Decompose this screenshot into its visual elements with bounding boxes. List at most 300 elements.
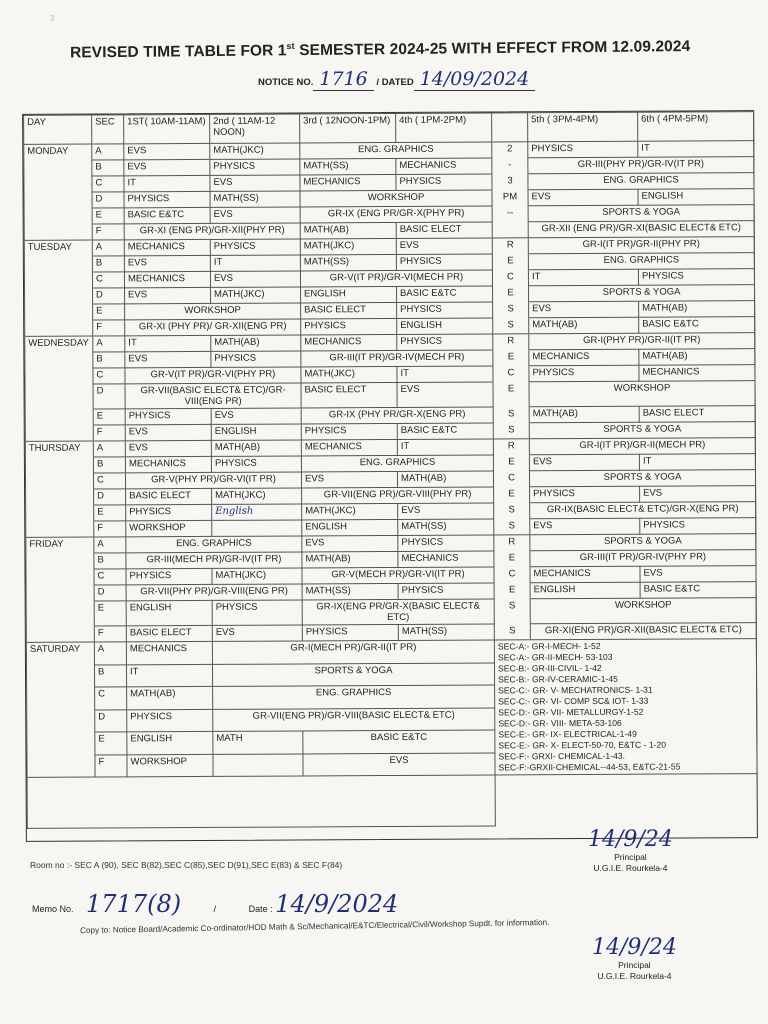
- section-cell: E: [93, 409, 125, 425]
- timetable-cell: ENGLISH: [301, 286, 397, 303]
- timetable-cell: GR-I(PHY PR)/GR-II(IT PR): [529, 333, 755, 350]
- section-cell: D: [92, 192, 124, 208]
- header-sec: SEC: [92, 115, 124, 144]
- timetable-cell: MECHANICS: [639, 365, 755, 382]
- signature-institution: U.G.I.E. Rourkela-4: [597, 971, 672, 981]
- timetable-cell: GR-VII(BASIC ELECT& ETC)/GR-VIII(ENG PR): [125, 383, 301, 409]
- timetable-frame: [22, 110, 758, 842]
- break-cell: -: [492, 158, 528, 174]
- timetable-cell: MATH(SS): [300, 158, 396, 175]
- timetable-cell: PHYSICS: [396, 174, 492, 191]
- break-cell: E: [494, 487, 530, 503]
- day-cell: [27, 755, 95, 778]
- timetable-cell: IT: [126, 664, 212, 687]
- section-cell: B: [93, 352, 125, 368]
- section-cell: C: [94, 569, 126, 585]
- timetable-cell: EVS: [530, 518, 640, 535]
- section-cell: A: [92, 144, 124, 160]
- timetable-cell: EVS: [528, 189, 638, 206]
- timetable-cell: WORKSHOP: [127, 754, 213, 777]
- timetable-cell: ENGLISH: [127, 731, 213, 754]
- timetable-cell: SPORTS & YOGA: [528, 205, 754, 222]
- timetable-cell: EVS: [529, 301, 639, 318]
- section-entry: SEC-B:- GR-IV-CERAMIC-1-45: [498, 673, 618, 685]
- timetable-cell: EVS: [640, 566, 756, 583]
- section-cell: C: [92, 176, 124, 192]
- day-cell: [24, 224, 92, 240]
- section-cell: B: [94, 664, 126, 687]
- timetable-cell: MATH(SS): [300, 254, 396, 271]
- day-cell: [25, 320, 93, 336]
- day-cell: [26, 553, 94, 569]
- timetable-cell: IT: [397, 366, 493, 383]
- timetable-cell: EVS: [210, 207, 300, 223]
- timetable-cell: IT: [639, 454, 755, 471]
- timetable-cell: SPORTS & YOGA: [529, 285, 755, 302]
- day-cell: [26, 585, 94, 601]
- timetable-cell: [212, 520, 302, 536]
- timetable-cell: ENGLISH: [530, 582, 640, 599]
- section-cell: A: [94, 537, 126, 553]
- timetable-cell: BASIC ELECT: [301, 302, 397, 319]
- timetable-cell: PHYSICS: [530, 486, 640, 503]
- break-cell: E: [493, 455, 529, 471]
- timetable-cell: MECHANICS: [530, 566, 640, 583]
- section-cell: A: [94, 642, 126, 665]
- break-cell: E: [493, 286, 529, 302]
- break-cell: R: [493, 334, 529, 350]
- break-cell: E: [494, 551, 530, 567]
- day-cell: [26, 521, 94, 537]
- section-cell: C: [93, 473, 125, 489]
- timetable-cell: GR-V(IT PR)/GR-VI(PHY PR): [125, 367, 301, 384]
- timetable-cell: EVS: [125, 424, 211, 440]
- timetable-cell: PHYSICS: [211, 456, 301, 472]
- header-period-4: 4th ( 1PM-2PM): [396, 113, 492, 143]
- section-cell: E: [94, 505, 126, 521]
- timetable-cell: MATH(AB): [127, 686, 213, 709]
- timetable-cell: SPORTS & YOGA: [212, 662, 494, 686]
- memo-line: [32, 890, 398, 918]
- timetable-cell: MATH(JKC): [212, 568, 302, 584]
- section-entry: SEC-E:- GR- X- ELECT-50-70, E&TC - 1-20: [498, 739, 667, 751]
- day-cell: [25, 352, 93, 368]
- timetable-cell: BASIC E&TC: [639, 317, 755, 334]
- section-entry: SEC-D:- GR- VIII- META-53-106: [498, 717, 622, 729]
- timetable-cell: PHYSICS: [397, 302, 493, 319]
- timetable-cell: MATH(JKC): [302, 503, 398, 520]
- section-entry: SEC-F:-GRXII-CHEMICAL--44-53, E&TC-21-55: [498, 761, 681, 773]
- break-cell: S: [494, 519, 530, 535]
- timetable-cell: BASIC E&TC: [397, 286, 493, 303]
- timetable-cell: BASIC E&TC: [124, 207, 210, 223]
- timetable-cell: PHYSICS: [638, 269, 754, 286]
- scan-mark: 3: [50, 14, 55, 23]
- timetable-cell: EVS: [640, 486, 756, 503]
- timetable-cell: GR-V(MECH PR)/GR-VI(IT PR): [302, 567, 494, 584]
- timetable-cell: GR-III(IT PR)/GR-IV(MECH PR): [301, 350, 493, 367]
- break-cell: E: [493, 350, 529, 366]
- day-label: THURSDAY: [25, 441, 93, 457]
- section-cell: A: [93, 336, 125, 352]
- section-cell: E: [92, 208, 124, 224]
- timetable-cell: WORKSHOP: [529, 381, 755, 407]
- timetable-cell: PHYSICS: [210, 239, 300, 255]
- header-period-2: 2nd ( 11AM-12 NOON): [210, 114, 300, 143]
- section-cell: E: [95, 732, 127, 755]
- timetable-cell: MECHANICS: [529, 349, 639, 366]
- timetable-cell: ENG. GRAPHICS: [301, 455, 493, 472]
- day-label: WEDNESDAY: [25, 336, 93, 352]
- header-period-3: 3rd ( 12NOON-1PM): [300, 113, 396, 143]
- day-cell: [25, 288, 93, 304]
- timetable-cell: GR-VII(ENG PR)/GR-VIII(BASIC ELECT& ETC): [213, 707, 495, 731]
- timetable-cell: EVS: [124, 255, 210, 271]
- timetable-cell: EVS: [302, 535, 398, 552]
- section-cell: D: [93, 288, 125, 304]
- break-cell: C: [494, 567, 530, 583]
- day-cell: [25, 368, 93, 384]
- timetable-cell: MATH(SS): [210, 191, 300, 207]
- timetable-cell: ENGLISH: [126, 600, 212, 625]
- break-cell: PM: [492, 190, 528, 206]
- timetable-cell: MATH(SS): [302, 583, 398, 600]
- timetable-cell: EVS: [211, 408, 301, 424]
- timetable-cell: PHYSICS: [301, 423, 397, 440]
- table-row: [26, 639, 756, 665]
- day-cell: [24, 176, 92, 192]
- timetable-cell: MATH(JKC): [212, 488, 302, 504]
- timetable-cell: MATH(AB): [211, 335, 301, 351]
- timetable-cell: MATH(JKC): [210, 143, 300, 159]
- timetable-cell: PHYSICS: [528, 141, 638, 158]
- section-entry: SEC-C:- GR- V- MECHATRONICS- 1-31: [498, 684, 653, 696]
- title-sup: st: [286, 40, 295, 52]
- day-cell: [25, 384, 93, 409]
- timetable-cell: MECHANICS: [301, 334, 397, 351]
- section-cell: F: [94, 626, 126, 642]
- day-cell: [25, 409, 93, 425]
- table-row: [26, 598, 756, 627]
- day-cell: [24, 192, 92, 208]
- timetable-cell: MATH(AB): [300, 222, 396, 239]
- timetable-cell: WORKSHOP: [126, 520, 212, 536]
- timetable-cell: PHYSICS: [529, 365, 639, 382]
- day-label: MONDAY: [24, 144, 92, 160]
- break-cell: 2: [492, 142, 528, 158]
- timetable-cell: IT: [124, 175, 210, 191]
- timetable-cell: EVS: [124, 159, 210, 175]
- timetable-cell: MATH(AB): [639, 301, 755, 318]
- section-entry: SEC-D:- GR- VII- METALLURGY-1-52: [498, 706, 644, 718]
- day-cell: [25, 473, 93, 489]
- title-main: REVISED TIME TABLE FOR 1: [69, 42, 287, 62]
- section-cell: D: [95, 709, 127, 732]
- timetable-cell: EVS: [125, 351, 211, 367]
- timetable-cell: MATH(AB): [639, 349, 755, 366]
- break-cell: --: [492, 206, 528, 222]
- timetable-cell: MATH: [213, 731, 303, 754]
- section-entry: SEC-A:- GR-I-MECH- 1-52: [497, 640, 601, 652]
- break-cell: S: [493, 407, 529, 423]
- timetable-cell: EVS: [124, 143, 210, 159]
- timetable-cell: EVS: [125, 440, 211, 456]
- header-period-6: 6th ( 4PM-5PM): [638, 112, 754, 142]
- timetable-cell: MATH(AB): [529, 317, 639, 334]
- section-cell: B: [92, 256, 124, 272]
- section-cell: C: [92, 272, 124, 288]
- timetable-cell: EVS: [125, 287, 211, 303]
- timetable: [23, 111, 758, 829]
- room-numbers: Room no :- SEC A (90), SEC B(82),SEC C(85),SEC D(91),SEC E(83) & SEC F(84): [30, 860, 343, 870]
- timetable-cell: GR-III(MECH PR)/GR-IV(IT PR): [126, 552, 302, 569]
- section-entry: SEC-C:- GR- VI- COMP SC& IOT- 1-33: [498, 695, 649, 707]
- timetable-cell: EVS: [529, 454, 639, 471]
- timetable-cell: IT: [125, 335, 211, 351]
- break-cell: C: [492, 270, 528, 286]
- timetable-cell: GR-XI (PHY PR)/ GR-XII(ENG PR): [125, 319, 301, 336]
- dated-label: / DATED: [376, 77, 414, 88]
- timetable-cell: PHYSICS: [210, 159, 300, 175]
- notice-label: NOTICE NO.: [258, 77, 314, 88]
- day-label: FRIDAY: [26, 537, 94, 553]
- header-row: [24, 112, 754, 145]
- timetable-cell: SPORTS & YOGA: [530, 534, 756, 551]
- timetable-cell: PHYSICS: [302, 624, 398, 641]
- day-cell: [27, 710, 95, 733]
- timetable-cell: EVS: [212, 625, 302, 641]
- notice-line: [258, 68, 535, 90]
- memo-label: Memo No.: [32, 904, 74, 914]
- timetable-cell: PHYSICS: [126, 568, 212, 584]
- timetable-cell: GR-XI(ENG PR)/GR-XII(BASIC ELECT& ETC): [530, 623, 756, 640]
- break-cell: S: [494, 624, 530, 640]
- header-period-5: 5th ( 3PM-4PM): [528, 112, 638, 142]
- break-cell: C: [493, 366, 529, 382]
- timetable-cell: MECHANICS: [124, 239, 210, 255]
- section-cell: A: [93, 441, 125, 457]
- signature-role: Principal: [618, 960, 651, 970]
- timetable-cell: MECHANICS: [124, 271, 210, 287]
- section-entry: SEC-E:- GR- IX- ELECTRICAL-1-49: [498, 728, 637, 740]
- timetable-cell: MECHANICS: [301, 439, 397, 456]
- day-cell: [25, 304, 93, 320]
- break-cell: 3: [492, 174, 528, 190]
- timetable-cell: PHYSICS: [301, 318, 397, 335]
- title-rest: SEMESTER 2024-25 WITH EFFECT FROM 12.09.2024: [294, 38, 691, 60]
- day-cell: [26, 626, 94, 642]
- section-cell: F: [93, 320, 125, 336]
- break-cell: E: [494, 583, 530, 599]
- timetable-cell: EVS: [398, 503, 494, 520]
- timetable-cell: PHYSICS: [398, 583, 494, 600]
- timetable-cell: MATH(AB): [397, 471, 493, 488]
- section-cell: B: [92, 160, 124, 176]
- signature-institution: U.G.I.E. Rourkela-4: [593, 863, 668, 873]
- section-cell: F: [94, 521, 126, 537]
- day-cell: [24, 208, 92, 224]
- timetable-cell: MATH(AB): [302, 551, 398, 568]
- break-cell: S: [494, 503, 530, 519]
- memo-sep: /: [213, 904, 217, 914]
- timetable-cell: MATH(JKC): [301, 366, 397, 383]
- timetable-cell: SPORTS & YOGA: [529, 422, 755, 439]
- timetable-cell: ENG. GRAPHICS: [528, 173, 754, 190]
- timetable-cell: GR-I(IT PR)/GR-II(PHY PR): [528, 237, 754, 254]
- sections-list: [494, 639, 757, 775]
- timetable-cell: BASIC ELECT: [126, 488, 212, 504]
- break-cell: S: [493, 423, 529, 439]
- timetable-cell: MATH(JKC): [211, 287, 301, 303]
- timetable-cell: GR-IX(BASIC ELECT& ETC)/GR-X(ENG PR): [530, 502, 756, 519]
- timetable-cell: PHYSICS: [125, 408, 211, 424]
- timetable-cell: PHYSICS: [396, 254, 492, 271]
- timetable-cell: GR-XII (ENG PR)/GR-XI(BASIC ELECT& ETC): [528, 221, 754, 238]
- break-cell: R: [493, 439, 529, 455]
- break-cell: [492, 222, 528, 238]
- signature-initials: 14/9/24: [588, 827, 673, 852]
- day-label: SATURDAY: [26, 642, 94, 665]
- timetable-cell: ENG. GRAPHICS: [126, 536, 302, 553]
- section-cell: F: [95, 754, 127, 777]
- day-cell: [24, 160, 92, 176]
- timetable-cell: IT: [397, 439, 493, 456]
- timetable-cell: ENG. GRAPHICS: [213, 685, 495, 709]
- timetable-cell: BASIC ELECT: [639, 406, 755, 423]
- timetable-cell: MECHANICS: [396, 158, 492, 175]
- break-cell: S: [494, 599, 530, 624]
- day-cell: [27, 687, 95, 710]
- timetable-cell: GR-III(PHY PR)/GR-IV(IT PR): [528, 157, 754, 174]
- day-cell: [24, 272, 92, 288]
- timetable-cell: WORKSHOP: [125, 303, 301, 320]
- timetable-cell: SPORTS & YOGA: [529, 470, 755, 487]
- timetable-cell: MATH(AB): [211, 440, 301, 456]
- timetable-cell: GR-I(IT PR)/GR-II(MECH PR): [529, 438, 755, 455]
- timetable-cell: ENGLISH: [638, 189, 754, 206]
- timetable-cell: MECHANICS: [398, 551, 494, 568]
- timetable-cell: IT: [528, 269, 638, 286]
- break-cell: C: [493, 471, 529, 487]
- timetable-cell: MECHANICS: [126, 641, 212, 664]
- timetable-cell: GR-IX (ENG PR/GR-X(PHY PR): [300, 206, 492, 223]
- timetable-cell: BASIC ELECT: [126, 625, 212, 641]
- timetable-cell: BASIC ELECT: [396, 222, 492, 239]
- section-cell: A: [92, 240, 124, 256]
- timetable-cell: BASIC E&TC: [397, 423, 493, 440]
- timetable-cell: GR-III(IT PR)/GR-IV(PHY PR): [530, 550, 756, 567]
- break-cell: E: [493, 382, 529, 407]
- signature-role: Principal: [614, 852, 647, 862]
- section-cell: F: [92, 224, 124, 240]
- memo-number: 1717(8): [86, 890, 182, 918]
- timetable-cell: ENG. GRAPHICS: [528, 253, 754, 270]
- timetable-cell: BASIC ELECT: [301, 382, 397, 408]
- timetable-cell: GR-IX(ENG PR/GR-X(BASIC ELECT& ETC): [302, 599, 494, 625]
- timetable-cell: ENGLISH: [302, 519, 398, 536]
- timetable-cell: EVS: [210, 271, 300, 287]
- day-cell: [25, 425, 93, 441]
- section-cell: B: [94, 553, 126, 569]
- header-break: [492, 113, 528, 142]
- timetable-cell: PHYSICS: [126, 504, 212, 520]
- break-cell: R: [494, 535, 530, 551]
- timetable-cell: EVS: [210, 175, 300, 191]
- timetable-cell: PHYSICS: [398, 535, 494, 552]
- timetable-cell: PHYSICS: [212, 600, 302, 625]
- day-cell: [25, 457, 93, 473]
- header-day: DAY: [24, 115, 92, 144]
- section-entry: SEC-F:- GRXI- CHEMICAL-1-43.: [498, 750, 626, 762]
- timetable-cell: English: [212, 504, 302, 520]
- timetable-cell: ENGLISH: [397, 318, 493, 335]
- timetable-cell: GR-V(IT PR)/GR-VI(MECH PR): [300, 270, 492, 287]
- timetable-cell: BASIC E&TC: [640, 582, 756, 599]
- timetable-cell: GR-XI (ENG PR)/GR-XII(PHY PR): [124, 223, 300, 240]
- signature-block-2: [592, 936, 677, 982]
- timetable-cell: IT: [638, 141, 754, 158]
- break-cell: S: [493, 302, 529, 318]
- copy-to: Copy to: Notice Board/Academic Co-ordinator/HOD Math & Sc/Mechanical/E&TC/Electrical/Civil/Workshop Supdt. for information.: [79, 917, 550, 936]
- break-cell: E: [492, 254, 528, 270]
- memo-date-label: Date :: [248, 904, 273, 914]
- notice-number: 1716: [313, 68, 373, 91]
- filler-cell: [27, 775, 495, 828]
- timetable-cell: EVS: [303, 752, 495, 776]
- timetable-cell: EVS: [396, 238, 492, 255]
- section-cell: C: [95, 687, 127, 710]
- timetable-cell: MECHANICS: [300, 174, 396, 191]
- timetable-cell: GR-I(MECH PR)/GR-II(IT PR): [212, 640, 494, 664]
- section-cell: D: [93, 384, 125, 409]
- timetable-cell: ENGLISH: [211, 424, 301, 440]
- timetable-cell: MECHANICS: [125, 456, 211, 472]
- section-cell: B: [93, 457, 125, 473]
- timetable-cell: EVS: [397, 382, 493, 408]
- timetable-cell: PHYSICS: [127, 709, 213, 732]
- section-cell: D: [94, 585, 126, 601]
- day-cell: [27, 732, 95, 755]
- notice-date: 14/09/2024: [414, 68, 536, 91]
- timetable-cell: PHYSICS: [640, 518, 756, 535]
- timetable-cell: [213, 753, 303, 776]
- day-label: TUESDAY: [24, 240, 92, 256]
- timetable-cell: ENG. GRAPHICS: [300, 142, 492, 159]
- page-title: [70, 37, 710, 63]
- timetable-cell: EVS: [301, 471, 397, 488]
- timetable-cell: GR-IX (PHY PR/GR-X(ENG PR): [301, 407, 493, 424]
- section-entry: SEC-B:- GR-III-CIVIL- 1-42: [497, 662, 602, 674]
- timetable-cell: WORKSHOP: [300, 190, 492, 207]
- signature-block-1: [588, 828, 673, 874]
- timetable-cell: MATH(AB): [529, 406, 639, 423]
- break-cell: S: [493, 318, 529, 334]
- table-row: [25, 381, 755, 410]
- section-cell: C: [93, 368, 125, 384]
- timetable-cell: IT: [210, 255, 300, 271]
- timetable-cell: MATH(SS): [398, 624, 494, 641]
- timetable-cell: BASIC E&TC: [303, 730, 495, 754]
- section-cell: E: [93, 304, 125, 320]
- section-cell: F: [93, 425, 125, 441]
- day-cell: [26, 569, 94, 585]
- timetable-cell: PHYSICS: [397, 334, 493, 351]
- day-cell: [26, 505, 94, 521]
- day-cell: [26, 489, 94, 505]
- timetable-cell: PHYSICS: [124, 191, 210, 207]
- day-cell: [26, 601, 94, 626]
- timetable-cell: GR-VII(PHY PR)/GR-VIII(ENG PR): [126, 584, 302, 601]
